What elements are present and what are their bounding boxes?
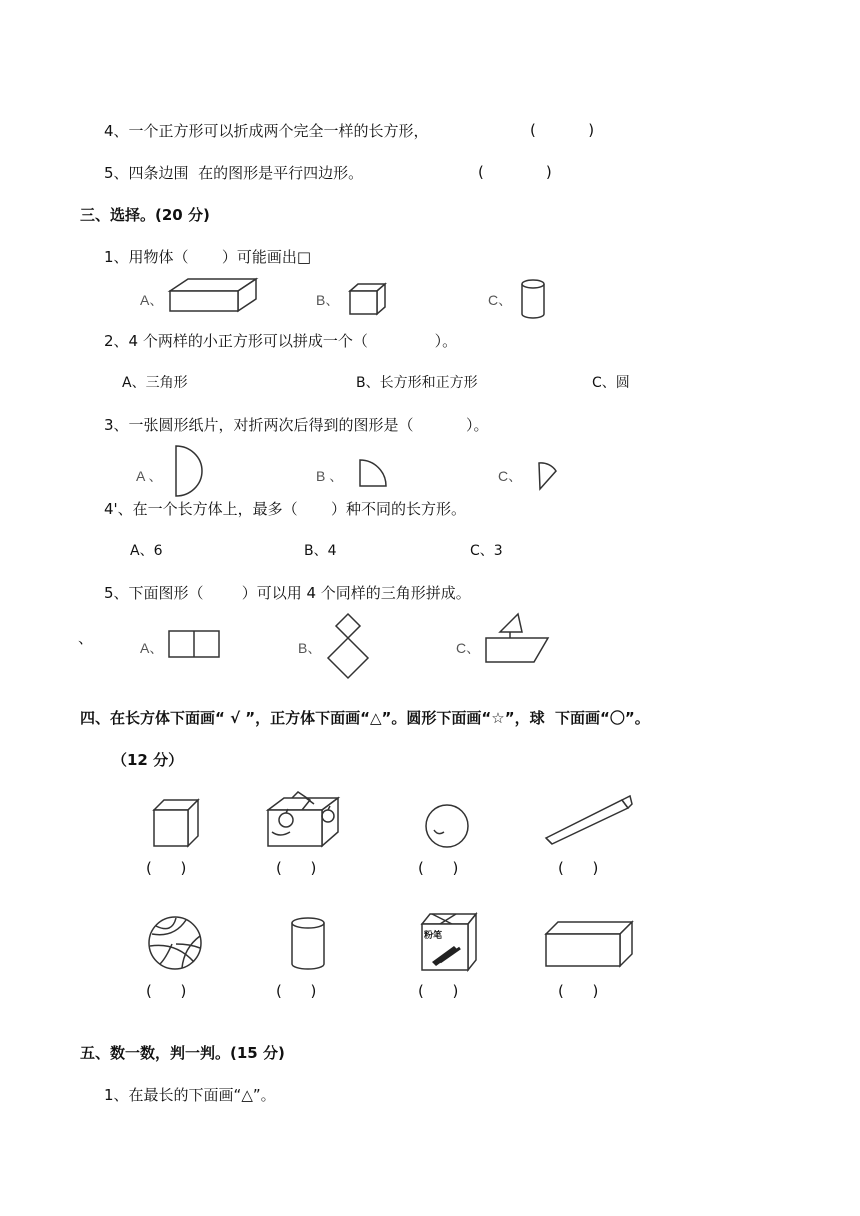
s4-answer-paren-7[interactable]: ( )	[418, 982, 459, 1000]
s5-q1: 1、在最长的下面画“△”。	[104, 1086, 276, 1104]
eighth-circle-icon	[536, 461, 560, 491]
s4-answer-paren-3[interactable]: ( )	[418, 859, 459, 877]
s3-q3-option-a-label: A 、	[136, 468, 163, 484]
two-squares-icon	[168, 630, 220, 658]
section3-title: 三、选择。(20 分)	[80, 206, 210, 224]
section4-title: 四、在长方体下面画“ √ ”，正方体下面画“△”。圆形下面画“☆”，球 下面画“〇”。	[80, 709, 650, 727]
box-with-apples-icon	[262, 792, 342, 852]
s4-answer-paren-6[interactable]: ( )	[276, 982, 317, 1000]
s3-q1-option-a-label: A、	[140, 292, 164, 308]
s3-q3-option-c-label: C、	[498, 468, 523, 484]
judge-q4-answer-paren[interactable]: ( )	[530, 121, 595, 139]
section4-score: （12 分）	[112, 751, 184, 769]
judge-q5-answer-paren[interactable]: ( )	[478, 163, 552, 181]
quarter-circle-icon	[358, 458, 388, 488]
s4-answer-paren-5[interactable]: ( )	[146, 982, 187, 1000]
s3-q1-option-b-label: B、	[316, 292, 340, 308]
s3-q3-option-b-label: B 、	[316, 468, 344, 484]
cylinder-icon	[290, 916, 326, 972]
stacked-diamonds-icon	[320, 612, 372, 682]
section5-title: 五、数一数，判一判。(15 分)	[80, 1044, 285, 1062]
s3-q2-option-a[interactable]: A、三角形	[122, 375, 188, 391]
s3-q4-option-b[interactable]: B、4	[304, 543, 337, 559]
s3-q1: 1、用物体（ ）可能画出□	[104, 248, 312, 266]
semicircle-icon	[172, 444, 206, 498]
cylinder-icon	[520, 278, 546, 320]
s3-q5-option-a-label: A、	[140, 640, 164, 656]
stray-mark: 、	[78, 629, 94, 647]
s3-q5-option-c-label: C、	[456, 640, 481, 656]
cube-icon	[348, 282, 388, 316]
boat-shape-icon	[484, 612, 550, 664]
s3-q5-option-b-label: B、	[298, 640, 322, 656]
s4-answer-paren-1[interactable]: ( )	[146, 859, 187, 877]
cuboid-icon	[544, 920, 634, 970]
s3-q2: 2、4 个两样的小正方形可以拼成一个（ ）。	[104, 332, 458, 350]
s3-q1-option-c-label: C、	[488, 292, 513, 308]
s3-q2-option-b[interactable]: B、长方形和正方形	[356, 375, 478, 391]
judge-q4: 4、一个正方形可以折成两个完全一样的长方形，	[104, 122, 429, 140]
chalk-box-icon	[418, 912, 480, 972]
s4-answer-paren-4[interactable]: ( )	[558, 859, 599, 877]
s3-q3: 3、一张圆形纸片，对折两次后得到的图形是（ ）。	[104, 416, 489, 434]
pencil-icon	[542, 794, 634, 846]
s3-q5: 5、下面图形（ ）可以用 4 个同样的三角形拼成。	[104, 584, 471, 602]
s4-answer-paren-2[interactable]: ( )	[276, 859, 317, 877]
cube-icon	[152, 798, 202, 848]
circle-icon	[422, 802, 472, 850]
chalk-box-label: 粉笔	[424, 931, 443, 941]
judge-q5: 5、四条边围 在的图形是平行四边形。	[104, 164, 364, 182]
s4-answer-paren-8[interactable]: ( )	[558, 982, 599, 1000]
s3-q4: 4'、在一个长方体上，最多（ ）种不同的长方形。	[104, 500, 467, 518]
flat-cuboid-icon	[168, 277, 260, 313]
s3-q4-option-c[interactable]: C、3	[470, 543, 503, 559]
volleyball-icon	[146, 914, 204, 972]
s3-q2-option-c[interactable]: C、圆	[592, 375, 630, 391]
s3-q4-option-a[interactable]: A、6	[130, 543, 163, 559]
